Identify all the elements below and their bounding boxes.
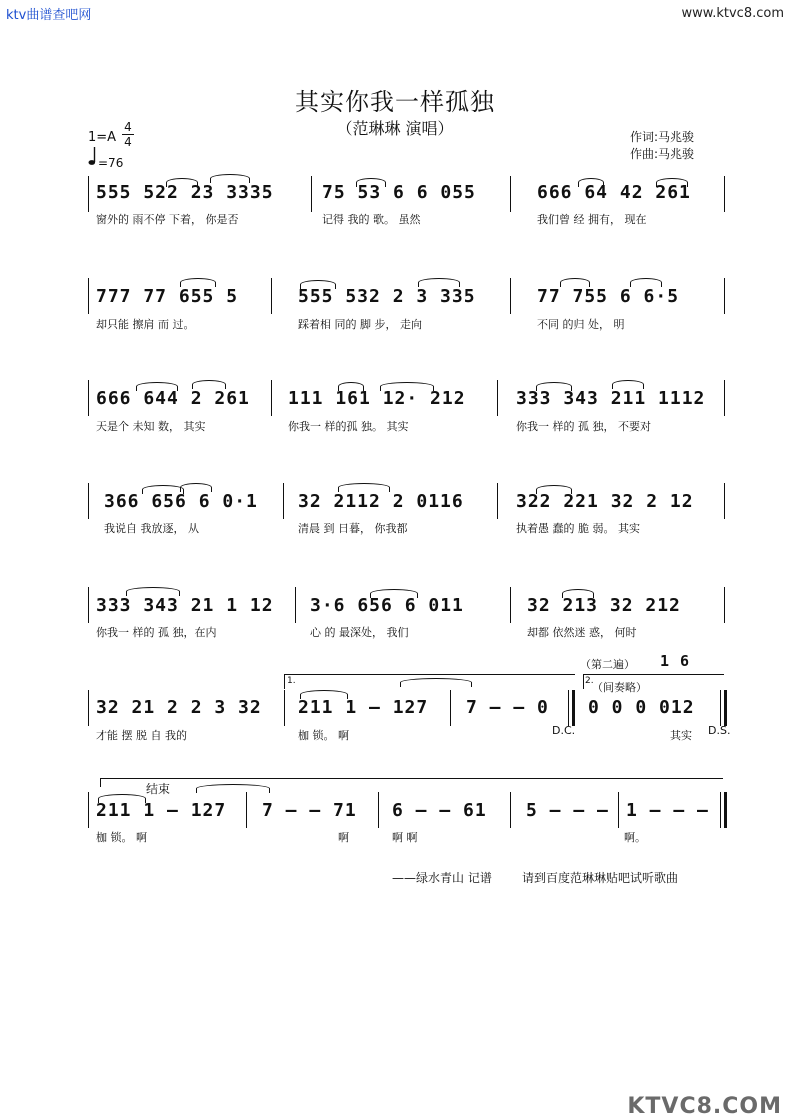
measure-lyrics: 窗外的 雨不停 下着， 你是否 <box>96 213 239 226</box>
measure-notes: 5 – – – <box>526 800 609 821</box>
measure-lyrics: 啊 啊 <box>392 831 418 844</box>
dal-segno-marking: D.S. <box>708 724 731 737</box>
measure-notes: 333 343 211 1112 <box>516 388 706 409</box>
measure-lyrics: 枷 锁。 啊 <box>298 729 349 742</box>
system-start-line <box>88 278 89 314</box>
repeat-bar-thick <box>572 690 575 726</box>
repeat-bar-line <box>568 690 569 726</box>
bar-line <box>271 278 272 314</box>
measure-lyrics: 踩着相 同的 脚 步， 走向 <box>298 318 422 331</box>
bar-line <box>283 483 284 519</box>
measure-lyrics: 清晨 到 日暮， 你我都 <box>298 522 408 535</box>
system-start-line <box>88 587 89 623</box>
bar-line <box>378 792 379 828</box>
measure-notes: 32 213 32 212 <box>527 595 681 616</box>
measure-notes: 7 – – 71 <box>262 800 357 821</box>
bar-line <box>271 380 272 416</box>
tempo-marking: =76 <box>98 156 124 170</box>
bar-line <box>720 792 721 828</box>
second-ending-label: 2. <box>585 676 594 686</box>
site-logo: KTVC8.COM <box>627 1094 782 1119</box>
measure-notes: 555 522 23 3335 <box>96 182 274 203</box>
song-singer: （范琳琳 演唱） <box>336 119 454 138</box>
measure-notes: 322 221 32 2 12 <box>516 491 694 512</box>
bar-line <box>497 380 498 416</box>
end-bar-thick <box>724 792 727 828</box>
measure-notes: 77 755 6 6·5 <box>537 286 680 307</box>
measure-lyrics: 记得 我的 歌。 虽然 <box>322 213 421 226</box>
time-signature-top: 4 <box>124 120 132 134</box>
bar-line <box>724 587 725 623</box>
composer-credit: 作曲:马兆骏 <box>630 147 695 161</box>
measure-notes: 666 64 42 261 <box>537 182 691 203</box>
system-start-line <box>88 483 89 519</box>
measure-lyrics: 啊 <box>338 831 349 844</box>
measure-lyrics: 枷 锁。 啊 <box>96 831 147 844</box>
bar-line <box>724 483 725 519</box>
measure-notes: 75 53 6 6 055 <box>322 182 476 203</box>
measure-notes: 32 2112 2 0116 <box>298 491 464 512</box>
bar-line <box>720 690 721 726</box>
measure-notes: 555 532 2 3 335 <box>298 286 476 307</box>
measure-lyrics: 你我一 样的 孤 独， 不要对 <box>516 420 651 433</box>
system-start-line <box>88 380 89 416</box>
listen-note: 请到百度范琳琳贴吧试听歌曲 <box>522 871 679 885</box>
measure-lyrics: 天是个 未知 数， 其实 <box>96 420 206 433</box>
measure-notes: 211 1 – 127 <box>298 697 429 718</box>
end-bar-thick <box>724 690 727 726</box>
system-start-line <box>88 792 89 828</box>
song-title: 其实你我一样孤独 <box>295 88 495 116</box>
site-name-left: ktv曲谱查吧网 <box>6 8 92 23</box>
measure-notes: 333 343 21 1 12 <box>96 595 274 616</box>
system-start-line <box>88 690 89 726</box>
bar-line <box>724 278 725 314</box>
site-url-right: www.ktvc8.com <box>681 6 784 21</box>
measure-lyrics: 你我一 样的 孤 独，在内 <box>96 626 217 639</box>
bar-line <box>510 792 511 828</box>
measure-lyrics: 啊。 <box>624 831 646 844</box>
measure-notes: 6 – – 61 <box>392 800 487 821</box>
quarter-note-icon <box>88 146 96 166</box>
tie-slur <box>196 784 270 793</box>
first-ending-label: 1. <box>287 676 296 686</box>
measure-lyrics: 执着愚 蠢的 脆 弱。 其实 <box>516 522 640 535</box>
end-label: 结束 <box>146 782 171 796</box>
tie-slur <box>400 678 472 687</box>
bar-line <box>724 380 725 416</box>
time-signature-bottom: 4 <box>122 134 134 149</box>
measure-notes: 366 656 6 0·1 <box>104 491 258 512</box>
bar-line <box>295 587 296 623</box>
measure-notes: 1 – – – <box>626 800 709 821</box>
recorder-credit: ——绿水青山 记谱 <box>392 871 492 885</box>
measure-notes: 777 77 655 5 <box>96 286 239 307</box>
measure-lyrics: 却都 依然迷 惑， 何时 <box>527 626 637 639</box>
lyricist-credit: 作词:马兆骏 <box>630 130 695 144</box>
measure-notes: 32 21 2 2 3 32 <box>96 697 262 718</box>
measure-lyrics: 你我一 样的孤 独。 其实 <box>288 420 409 433</box>
measure-notes: 211 1 – 127 <box>96 800 227 821</box>
measure-lyrics: 才能 摆 脱 自 我的 <box>96 729 187 742</box>
measure-notes: 111 161 12· 212 <box>288 388 466 409</box>
measure-notes: 0 0 0 012 <box>588 697 695 718</box>
measure-lyrics: 心 的 最深处， 我们 <box>310 626 409 639</box>
measure-notes: 7 – – 0 <box>466 697 549 718</box>
second-time-label: （第二遍） <box>580 658 635 671</box>
measure-lyrics: 我说自 我放逐， 从 <box>104 522 199 535</box>
time-signature <box>122 120 134 149</box>
bar-line <box>497 483 498 519</box>
measure-lyrics: 不同 的归 处， 明 <box>537 318 625 331</box>
key-signature: 1=A <box>88 130 117 145</box>
measure-lyrics: 其实 <box>670 729 692 742</box>
bar-line <box>450 690 451 726</box>
second-time-notes: 1 6 <box>660 652 691 670</box>
measure-notes: 3·6 656 6 011 <box>310 595 464 616</box>
bar-line <box>510 176 511 212</box>
bar-line <box>724 176 725 212</box>
bar-line <box>510 278 511 314</box>
measure-notes: 666 644 2 261 <box>96 388 250 409</box>
measure-lyrics: 我们曾 经 拥有， 现在 <box>537 213 647 226</box>
system-start-line <box>88 176 89 212</box>
da-capo-marking: D.C. <box>552 724 576 737</box>
bar-line <box>284 690 285 726</box>
coda-bracket <box>100 778 723 787</box>
bar-line <box>510 587 511 623</box>
interlude-note: （间奏略） <box>592 681 647 694</box>
measure-lyrics: 却只能 擦肩 而 过。 <box>96 318 195 331</box>
bar-line <box>618 792 619 828</box>
bar-line <box>246 792 247 828</box>
bar-line <box>311 176 312 212</box>
